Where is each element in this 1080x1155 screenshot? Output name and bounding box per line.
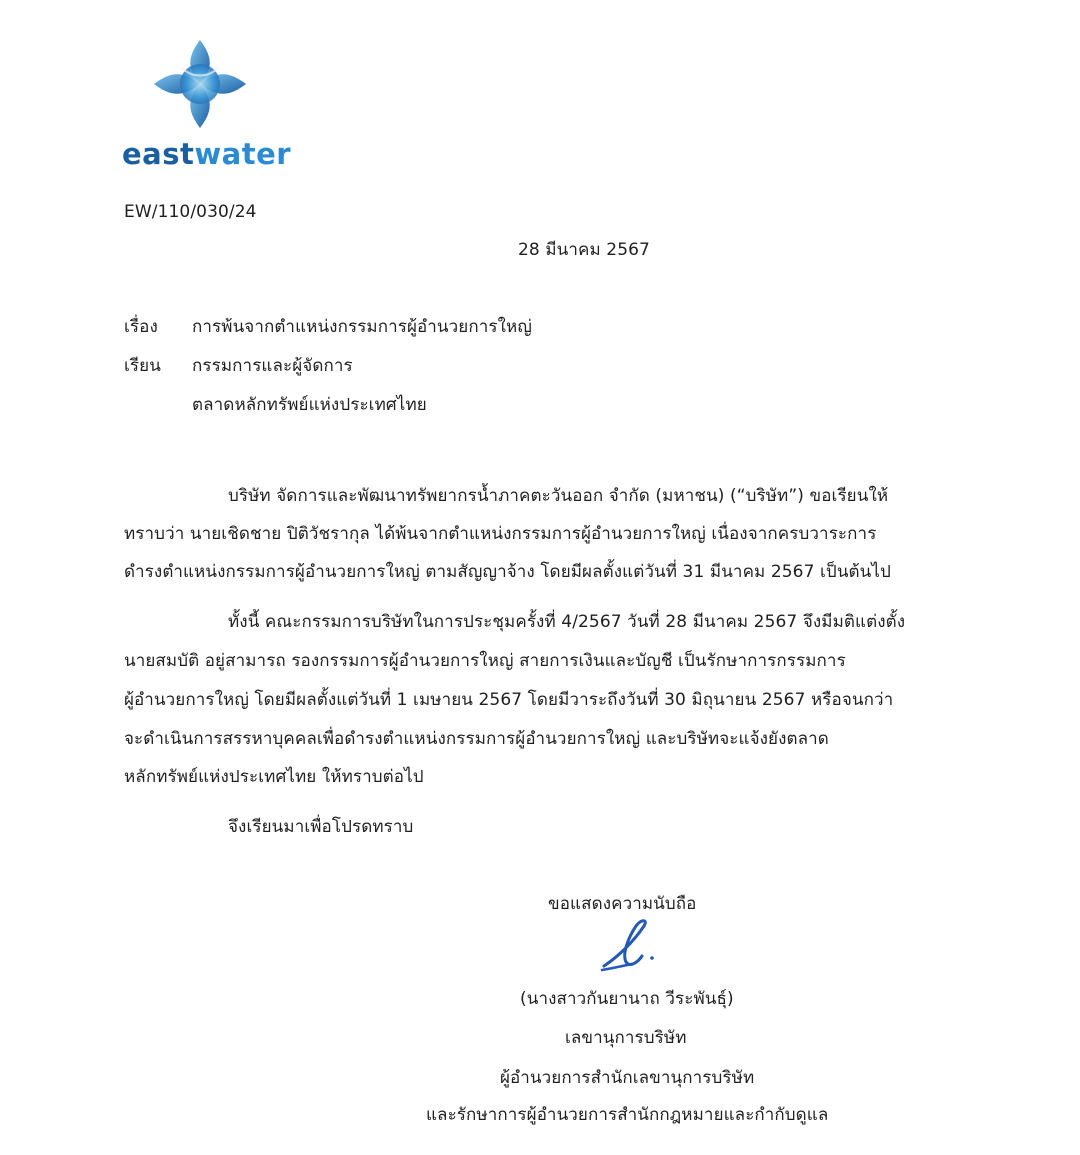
eastwater-wordmark: eastwater [122,137,292,171]
handwritten-signature-icon [592,914,672,974]
body-line: จึงเรียนมาเพื่อโปรดทราบ [228,817,414,837]
recipient-label: เรียน [124,356,161,376]
body-line: ทราบว่า นายเชิดชาย ปิติวัชรากุล ได้พ้นจากตำแหน่งกรรมการผู้อำนวยการใหญ่ เนื่องจากครบวาระการ [124,524,877,544]
closing-salutation: ขอแสดงความนับถือ [548,894,697,914]
subject-label: เรื่อง [124,317,158,337]
eastwater-logo-icon [152,38,248,130]
body-line: นายสมบัติ อยู่สามารถ รองกรรมการผู้อำนวยการใหญ่ สายการเงินและบัญชี เป็นรักษาการกรรมการ [124,651,846,671]
signer-title: เลขานุการบริษัท [565,1028,687,1048]
body-line: บริษัท จัดการและพัฒนาทรัพยากรน้ำภาคตะวันออก จำกัด (มหาชน) (“บริษัท”) ขอเรียนให้ [228,486,889,506]
signer-title: และรักษาการผู้อำนวยการสำนักกฎหมายและกำกับดูแล [426,1105,829,1125]
recipient-line: ตลาดหลักทรัพย์แห่งประเทศไทย [192,395,427,415]
signer-title: ผู้อำนวยการสำนักเลขานุการบริษัท [500,1068,755,1088]
body-line: ผู้อำนวยการใหญ่ โดยมีผลตั้งแต่วันที่ 1 เมษายน 2567 โดยมีวาระถึงวันที่ 30 มิถุนายน 2567 หรือจนกว่า [124,690,894,710]
body-line: จะดำเนินการสรรหาบุคคลเพื่อดำรงตำแหน่งกรรมการผู้อำนวยการใหญ่ และบริษัทจะแจ้งยังตลาด [124,729,829,749]
letter-date: 28 มีนาคม 2567 [518,240,650,260]
body-line: หลักทรัพย์แห่งประเทศไทย ให้ทราบต่อไป [124,767,424,787]
body-line: ดำรงตำแหน่งกรรมการผู้อำนวยการใหญ่ ตามสัญญาจ้าง โดยมีผลตั้งแต่วันที่ 31 มีนาคม 2567 เป็นต้นไป [124,562,891,582]
signer-name: (นางสาวกันยานาถ วีระพันธุ์) [520,989,734,1009]
body-line: ทั้งนี้ คณะกรรมการบริษัทในการประชุมครั้งที่ 4/2567 วันที่ 28 มีนาคม 2567 จึงมีมติแต่งตั้ง [228,612,906,632]
subject-text: การพ้นจากตำแหน่งกรรมการผู้อำนวยการใหญ่ [192,317,532,337]
reference-number: EW/110/030/24 [124,202,257,222]
recipient-line: กรรมการและผู้จัดการ [192,356,353,376]
